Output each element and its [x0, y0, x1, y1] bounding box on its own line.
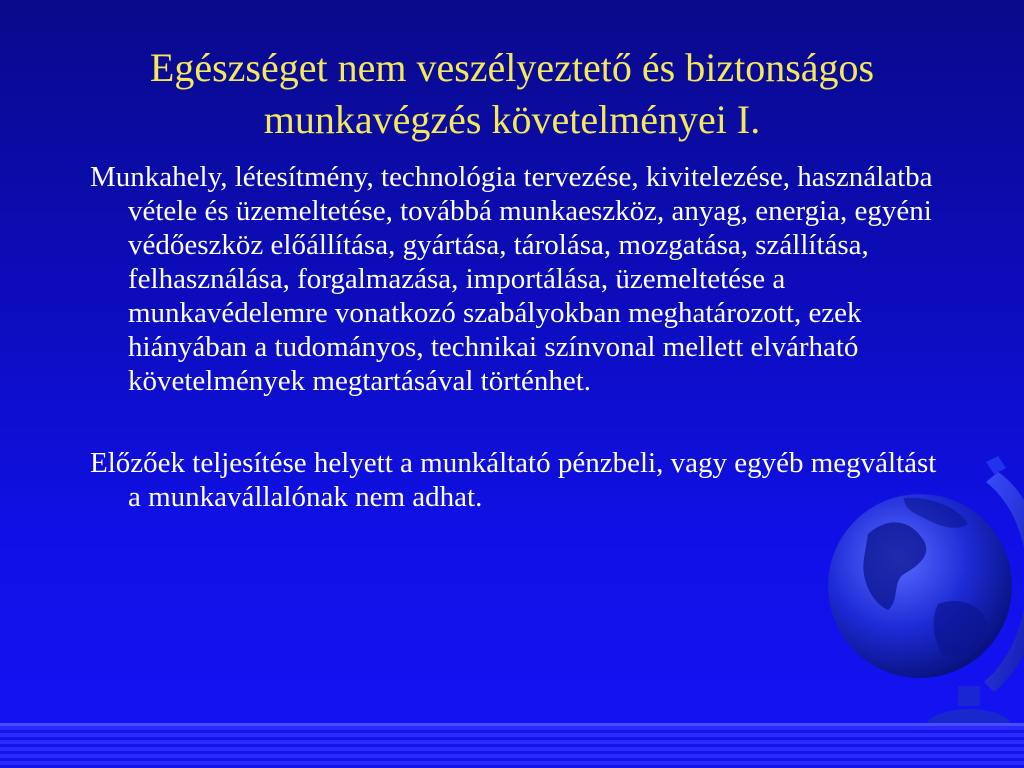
- slide-title: Egészséget nem veszélyeztető és biztonságos munkavégzés követelményei I.: [149, 45, 875, 142]
- globe-sphere: [828, 494, 1012, 678]
- globe-stand-neck: [958, 686, 980, 706]
- paragraph-requirements: Munkahely, létesítmény, technológia tervezése, kivitelezése, használatba vétele és üzemeltetése, továbbá munkaeszköz, anyag, energia, egyéni védőeszköz előállítása, gyártása, tárolása, mozgatása, szállítása, felhasználása, forgalmazása, importálása, üzemeltetése a munkavédelemre vonatkozó szabályokban meghatározott, ezek hiányában a tudományos, technikai színvonal mellett elvárható követelmények megtartásával történhet.: [90, 161, 933, 397]
- globe-icon: [808, 454, 1024, 744]
- footer-stripes: [0, 726, 1024, 768]
- globe-axis-cap: [986, 456, 1006, 474]
- paragraph-no-compensation: Előzőek teljesítése helyett a munkáltató pénzbeli, vagy egyéb megváltást a munkavállalónak nem adhat.: [90, 447, 937, 513]
